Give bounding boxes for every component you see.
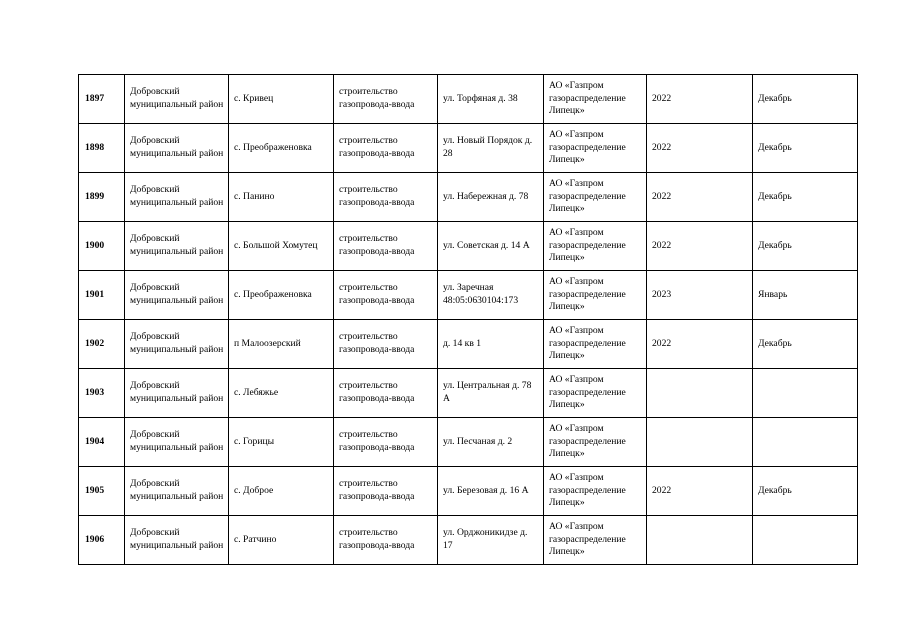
settlement-cell: с. Горицы — [229, 418, 334, 467]
work-type-cell: строительство газопровода-ввода — [334, 222, 438, 271]
year-cell: 2022 — [647, 75, 753, 124]
work-type-cell: строительство газопровода-ввода — [334, 173, 438, 222]
table-row — [79, 271, 858, 320]
row-number: 1898 — [79, 124, 125, 173]
month-cell: Декабрь — [753, 467, 858, 516]
settlement-cell: с. Кривец — [229, 75, 334, 124]
month-cell: Январь — [753, 271, 858, 320]
district-cell: Добровский муниципальный район — [125, 222, 229, 271]
settlement-cell: с. Лебяжье — [229, 369, 334, 418]
year-cell — [647, 516, 753, 565]
row-number: 1904 — [79, 418, 125, 467]
district-cell: Добровский муниципальный район — [125, 418, 229, 467]
organization-cell: АО «Газпром газораспределение Липецк» — [544, 418, 647, 467]
month-cell: Декабрь — [753, 173, 858, 222]
district-cell: Добровский муниципальный район — [125, 467, 229, 516]
row-number: 1905 — [79, 467, 125, 516]
year-cell: 2022 — [647, 173, 753, 222]
work-type-cell: строительство газопровода-ввода — [334, 467, 438, 516]
address-cell: ул. Центральная д. 78 А — [438, 369, 544, 418]
work-type-cell: строительство газопровода-ввода — [334, 369, 438, 418]
address-cell: ул. Песчаная д. 2 — [438, 418, 544, 467]
settlement-cell: с. Большой Хомутец — [229, 222, 334, 271]
district-cell: Добровский муниципальный район — [125, 75, 229, 124]
settlement-cell: с. Панино — [229, 173, 334, 222]
address-cell: ул. Березовая д. 16 А — [438, 467, 544, 516]
work-type-cell: строительство газопровода-ввода — [334, 75, 438, 124]
year-cell — [647, 418, 753, 467]
settlement-cell: с. Преображеновка — [229, 124, 334, 173]
table-row — [79, 467, 858, 516]
month-cell: Декабрь — [753, 320, 858, 369]
work-type-cell: строительство газопровода-ввода — [334, 418, 438, 467]
address-cell: ул. Набережная д. 78 — [438, 173, 544, 222]
organization-cell: АО «Газпром газораспределение Липецк» — [544, 222, 647, 271]
table-row — [79, 516, 858, 565]
gasification-table — [78, 74, 858, 565]
district-cell: Добровский муниципальный район — [125, 516, 229, 565]
address-cell: ул. Заречная 48:05:0630104:173 — [438, 271, 544, 320]
district-cell: Добровский муниципальный район — [125, 173, 229, 222]
organization-cell: АО «Газпром газораспределение Липецк» — [544, 271, 647, 320]
month-cell — [753, 418, 858, 467]
address-cell: д. 14 кв 1 — [438, 320, 544, 369]
district-cell: Добровский муниципальный район — [125, 124, 229, 173]
year-cell: 2022 — [647, 124, 753, 173]
month-cell: Декабрь — [753, 75, 858, 124]
work-type-cell: строительство газопровода-ввода — [334, 124, 438, 173]
district-cell: Добровский муниципальный район — [125, 369, 229, 418]
organization-cell: АО «Газпром газораспределение Липецк» — [544, 75, 647, 124]
table-row — [79, 320, 858, 369]
row-number: 1903 — [79, 369, 125, 418]
row-number: 1899 — [79, 173, 125, 222]
organization-cell: АО «Газпром газораспределение Липецк» — [544, 173, 647, 222]
district-cell: Добровский муниципальный район — [125, 320, 229, 369]
year-cell: 2022 — [647, 320, 753, 369]
month-cell: Декабрь — [753, 222, 858, 271]
month-cell — [753, 369, 858, 418]
organization-cell: АО «Газпром газораспределение Липецк» — [544, 124, 647, 173]
month-cell — [753, 516, 858, 565]
settlement-cell: с. Преображеновка — [229, 271, 334, 320]
row-number: 1902 — [79, 320, 125, 369]
organization-cell: АО «Газпром газораспределение Липецк» — [544, 320, 647, 369]
table-row — [79, 369, 858, 418]
table-row — [79, 418, 858, 467]
work-type-cell: строительство газопровода-ввода — [334, 320, 438, 369]
row-number: 1901 — [79, 271, 125, 320]
work-type-cell: строительство газопровода-ввода — [334, 516, 438, 565]
year-cell — [647, 369, 753, 418]
settlement-cell: п Малоозерский — [229, 320, 334, 369]
address-cell: ул. Орджоникидзе д. 17 — [438, 516, 544, 565]
year-cell: 2022 — [647, 222, 753, 271]
organization-cell: АО «Газпром газораспределение Липецк» — [544, 467, 647, 516]
address-cell: ул. Новый Порядок д. 28 — [438, 124, 544, 173]
month-cell: Декабрь — [753, 124, 858, 173]
organization-cell: АО «Газпром газораспределение Липецк» — [544, 369, 647, 418]
table-row — [79, 75, 858, 124]
work-type-cell: строительство газопровода-ввода — [334, 271, 438, 320]
organization-cell: АО «Газпром газораспределение Липецк» — [544, 516, 647, 565]
table-row — [79, 173, 858, 222]
table-body — [79, 75, 858, 565]
year-cell: 2023 — [647, 271, 753, 320]
district-cell: Добровский муниципальный район — [125, 271, 229, 320]
settlement-cell: с. Ратчино — [229, 516, 334, 565]
address-cell: ул. Торфяная д. 38 — [438, 75, 544, 124]
settlement-cell: с. Доброе — [229, 467, 334, 516]
row-number: 1897 — [79, 75, 125, 124]
row-number: 1900 — [79, 222, 125, 271]
address-cell: ул. Советская д. 14 А — [438, 222, 544, 271]
year-cell: 2022 — [647, 467, 753, 516]
row-number: 1906 — [79, 516, 125, 565]
table-row — [79, 124, 858, 173]
table-row — [79, 222, 858, 271]
